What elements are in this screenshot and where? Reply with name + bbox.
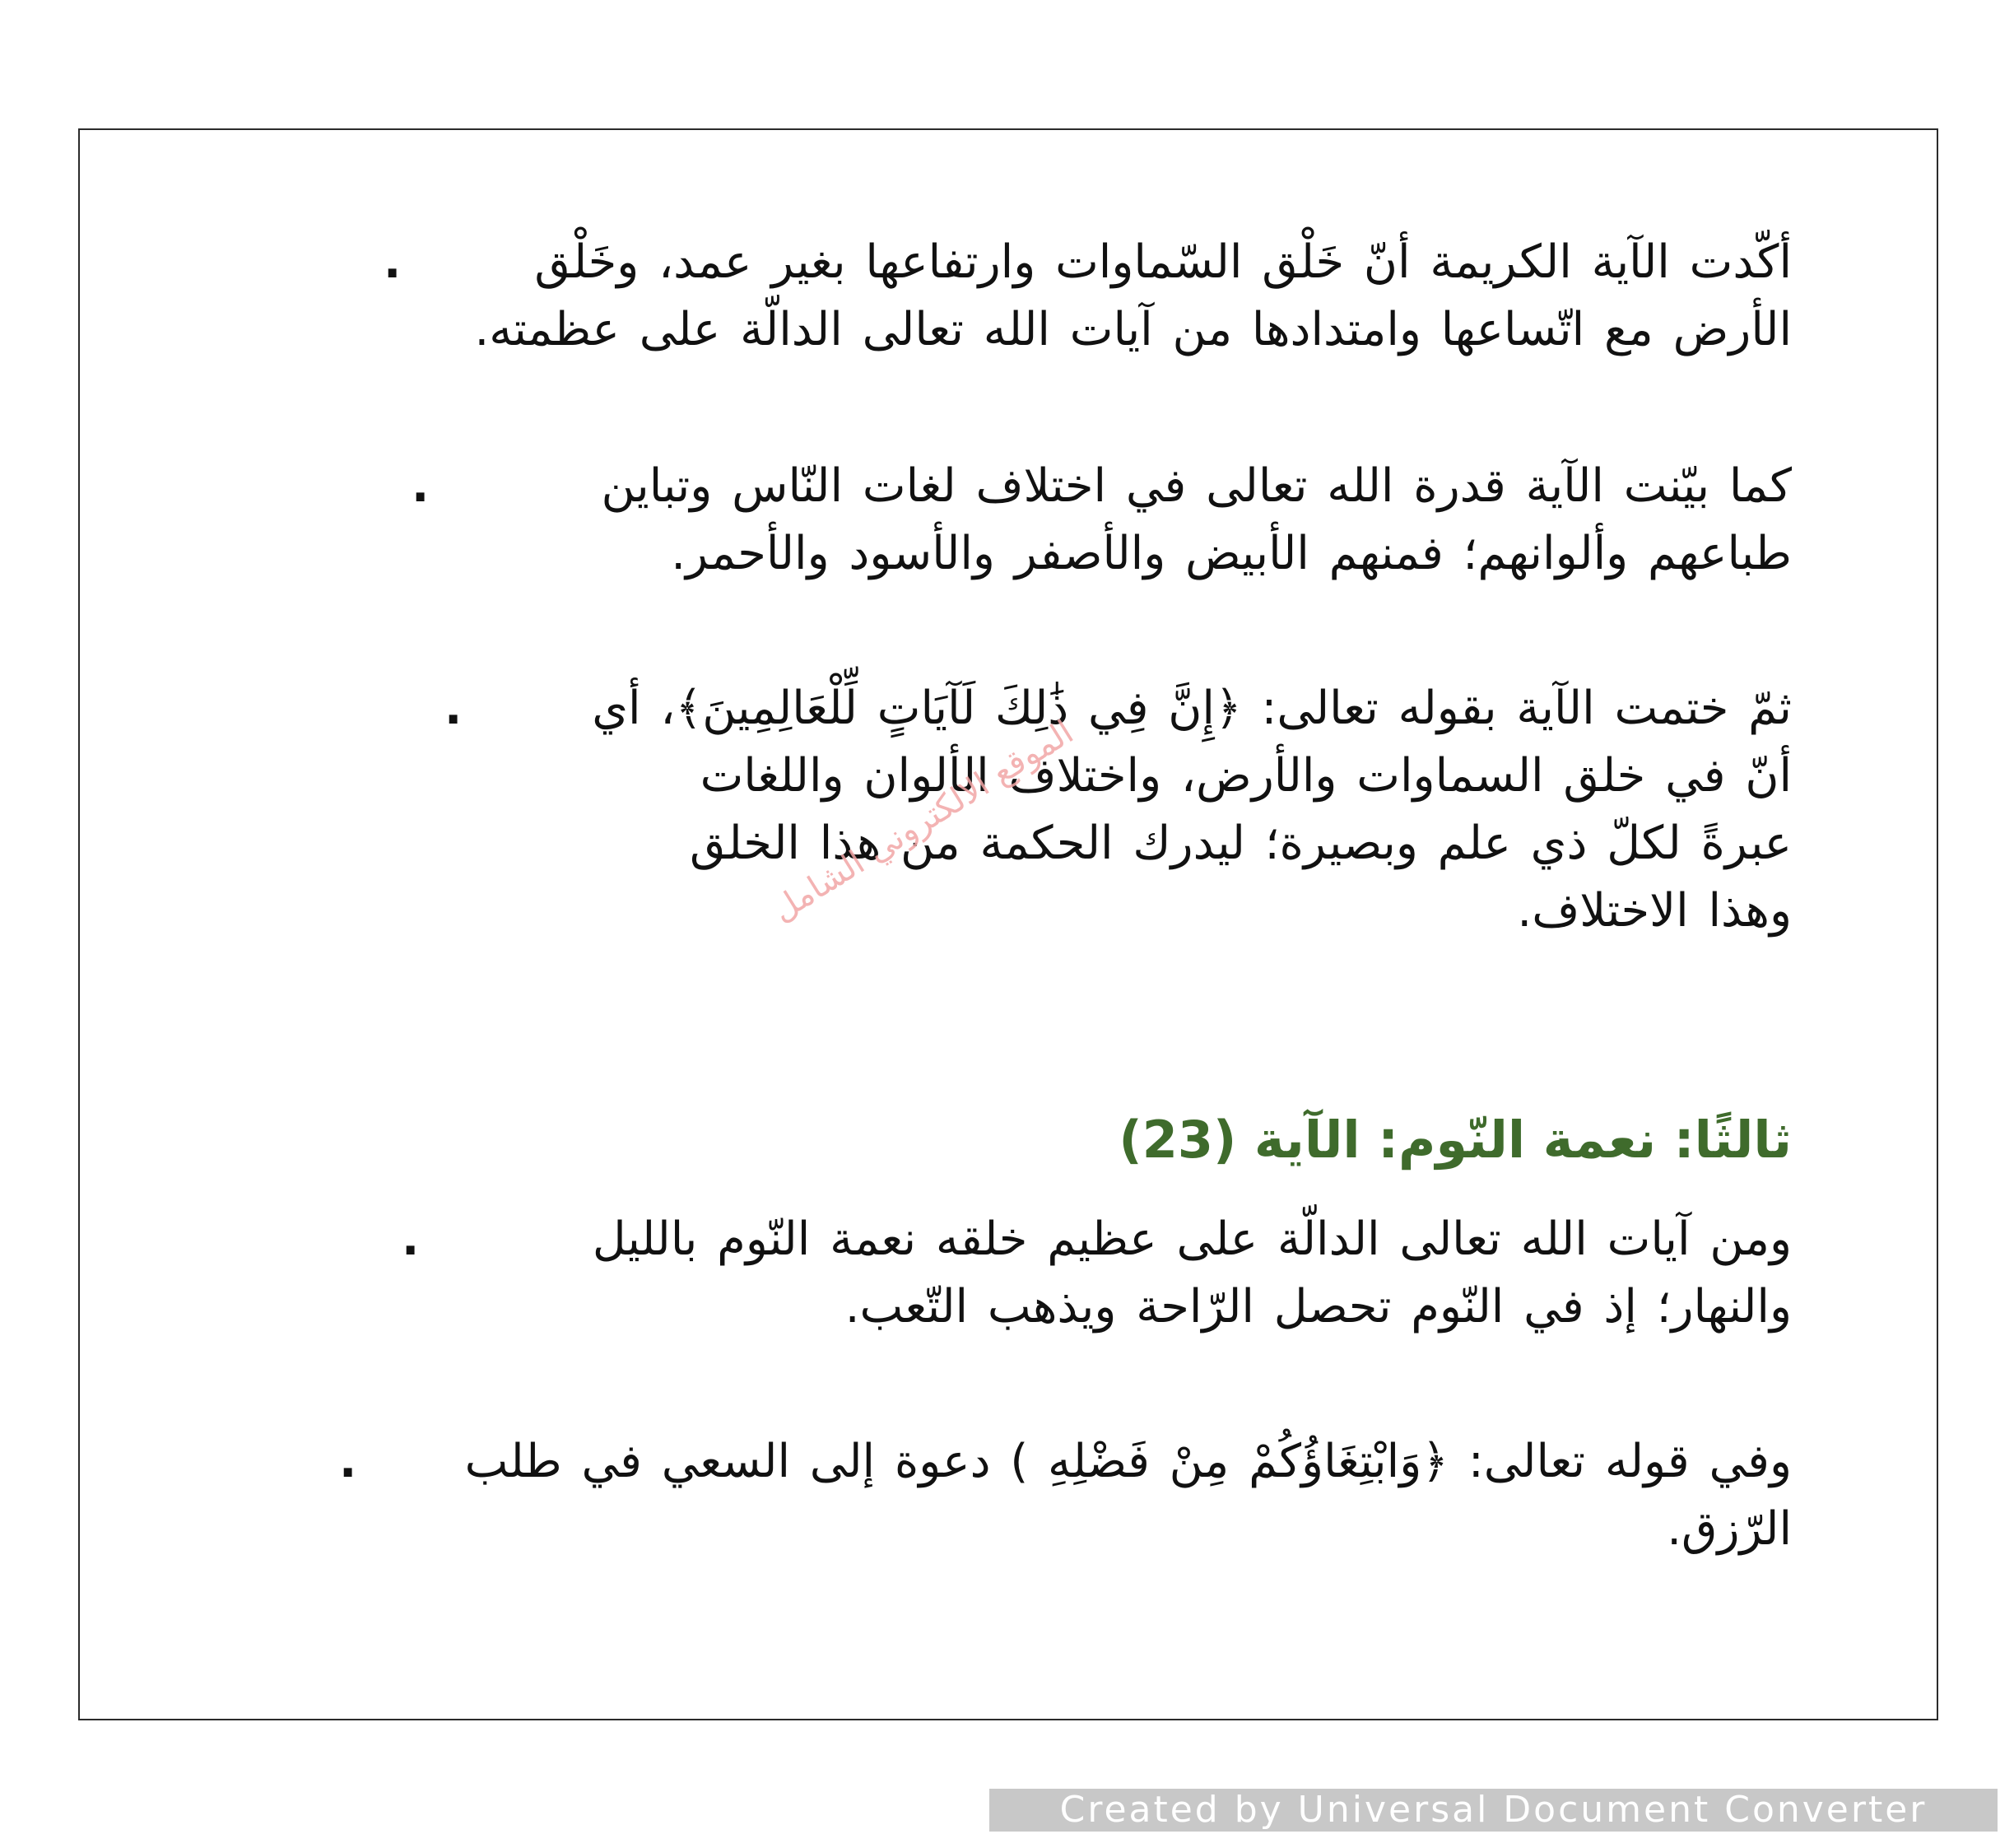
paragraph-seeking-provision: وفي قوله تعالى: ﴿وَابْتِغَاؤُكُمْ مِنْ فَضْلِهِ ) دعوة إلى السعي في طلب الرّزق. <box>464 1435 1792 1556</box>
bullet-marker: . <box>339 1435 357 1488</box>
paragraph-sleep-blessing: ومن آيات الله تعالى الدالّة على عظيم خلقه نعمة النّوم بالليل والنهار؛ إذ في النّوم تحصل الرّاحة ويذهب التّعب. <box>592 1213 1792 1334</box>
paragraph-heavens-earth: أكّدت الآية الكريمة أنّ خَلْق السّماوات وارتفاعها بغير عمد، وخَلْق الأرض مع اتّساعها وامتدادها من آيات الله تعالى الدالّة على عظمته. <box>474 235 1792 356</box>
paragraph-ayah-conclusion: ثمّ ختمت الآية بقوله تعالى: ﴿إِنَّ فِي ذَٰلِكَ لَآيَاتٍ لِّلْعَالِمِينَ﴾، أي أنّ في خلق السماوات والأرض، واختلاف الألوان واللغات عبرةً لكلّ ذي علم وبصيرة؛ ليدرك الحكمة من هذا الخلق وهذا الاختلاف. <box>592 682 1792 938</box>
bullet-marker: . <box>412 459 430 513</box>
converter-badge: Created by Universal Document Converter <box>989 1789 1998 1832</box>
watermark: الموقع الالكتروني الشامل <box>765 713 1081 930</box>
bullet-marker: . <box>402 1213 420 1266</box>
bullet-marker: . <box>444 682 463 735</box>
bullet-marker: . <box>384 235 402 289</box>
paragraph-languages-colors: كما بيّنت الآية قدرة الله تعالى في اختلاف لغات النّاس وتباين طباعهم وألوانهم؛ فمنهم الأبيض والأصفر والأسود والأحمر. <box>601 459 1792 580</box>
section-heading: ثالثًا: نعمة النّوم: الآية (23) <box>1119 1110 1792 1170</box>
